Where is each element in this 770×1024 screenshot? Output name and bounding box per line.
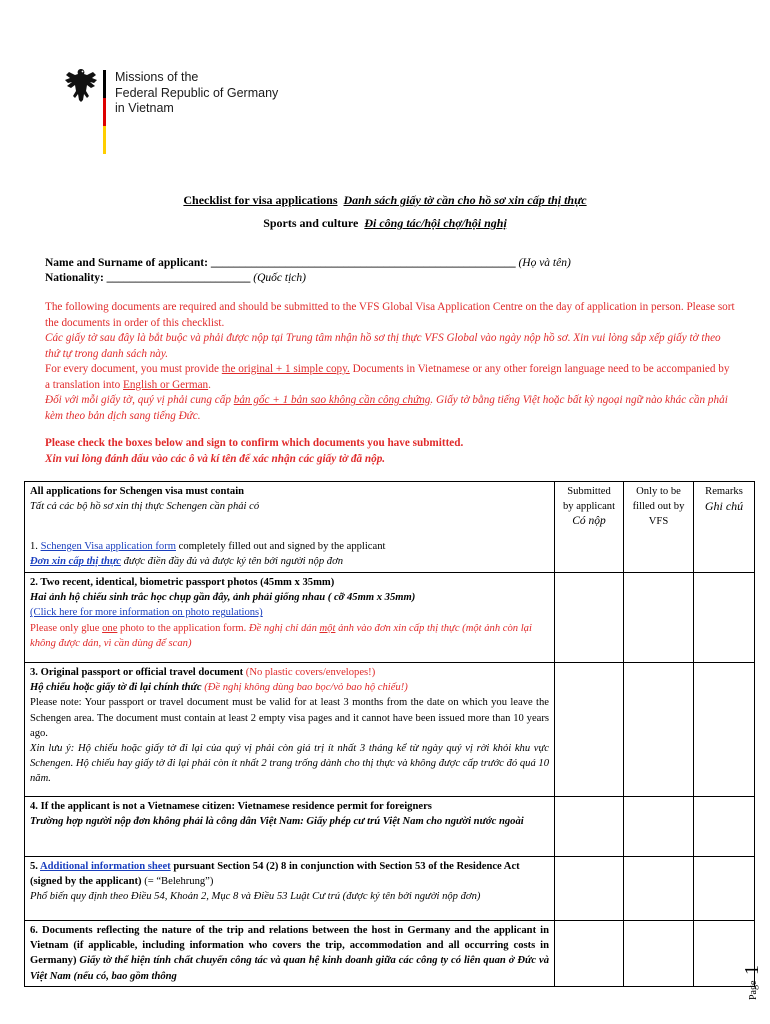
name-line: _____________________________________________________: [210, 257, 516, 269]
item-3: 3. Original passport or official travel document (No plastic covers/envelopes!) Hộ chiếu hoặc giấy tờ đi lại chính thức (Đề nghị không dùng bao bọc/vỏ bao hộ chiếu!) Please note: Your passport or travel document must be valid for at least 3 months from the date on which you leave the Schengen area. The document must contain at least 2 empty visa pages and it cannot have been issued more than 10 years ago. Xin lưu ý: Hộ chiếu hoặc giấy tờ đi lại của quý vị phải còn giá trị ít nhất 3 tháng kể từ ngày quý vị rời khỏi khu vực Schengen. Hộ chiếu hay giấy tờ đi lại phải còn ít nhất 2 trang trống dành cho thị thực và không được cấp trước đó quá 10 năm.: [25, 663, 555, 797]
federal-eagle-icon: [64, 66, 98, 106]
logo-text: [115, 70, 278, 117]
nationality-label: Nationality:: [45, 272, 104, 284]
checklist-title: [0, 193, 770, 208]
col-vfs-header: Only to be filled out by VFS: [624, 482, 694, 573]
additional-info-sheet-link[interactable]: Additional information sheet: [40, 861, 171, 872]
category-en: Sports and culture: [263, 216, 359, 230]
flag-stripe: [103, 126, 106, 154]
checkbox-submitted[interactable]: [555, 857, 624, 921]
logo-line-3: in Vietnam: [115, 101, 174, 115]
flag-stripe: [103, 70, 106, 98]
checkbox-vfs[interactable]: [624, 663, 694, 797]
page-number-value: 1: [741, 965, 763, 975]
category-vi: Đi công tác/hội chợ/hội nghị: [364, 216, 507, 230]
name-label-vi: (Họ và tên): [518, 257, 571, 269]
item-6: 6. Documents reflecting the nature of the trip and relations between the host in Germany and the applicant in Vietnam (if applicable, including information who covers the trip, accommodation and all occurring costs in Germany) Giấy tờ thể hiện tính chất chuyến công tác và quan hệ kinh doanh giữa các công ty có liên quan ở Đức và Việt Nam (nếu có, bao gồm thông: [25, 921, 555, 987]
checklist-table: [24, 481, 755, 987]
checkbox-vfs[interactable]: [624, 921, 694, 987]
checkbox-submitted[interactable]: [555, 573, 624, 663]
application-form-link[interactable]: Schengen Visa application form: [40, 540, 176, 552]
checkbox-vfs[interactable]: [624, 857, 694, 921]
confirm-en: Please check the boxes below and sign to confirm which documents you have submitted.: [45, 437, 464, 449]
name-field[interactable]: [45, 257, 571, 269]
checkbox-vfs[interactable]: [624, 797, 694, 857]
remarks-cell[interactable]: [694, 797, 755, 857]
remarks-cell[interactable]: [694, 663, 755, 797]
item-4: 4. If the applicant is not a Vietnamese citizen: Vietnamese residence permit for foreigners Trường hợp người nộp đơn không phải là công dân Việt Nam: Giấy phép cư trú Việt Nam cho người nước ngoài: [25, 797, 555, 857]
item-2: 2. Two recent, identical, biometric passport photos (45mm x 35mm) Hai ảnh hộ chiếu sinh trắc học chụp gần đây, ảnh phải giống nhau ( cỡ 45mm x 35mm) (Click here for more information on photo regulations) Please only glue one photo to the application form. Đề nghị chỉ dán một ảnh vào đơn xin cấp thị thực (một ảnh còn lại không được dán, vì cần dùng để scan): [25, 573, 555, 663]
remarks-cell[interactable]: [694, 573, 755, 663]
page-number: [738, 950, 770, 1000]
table-header-row: [25, 482, 755, 537]
item-1: 1. Schengen Visa application form completely filled out and signed by the applicant Đơn xin cấp thị thực được điền đầy đủ và được ký tên bởi người nộp đơn: [25, 537, 555, 573]
table-row: [25, 797, 755, 857]
mission-logo: [64, 66, 294, 156]
checkbox-vfs[interactable]: [624, 573, 694, 663]
instructions-p1: The following documents are required and should be submitted to the VFS Global Visa Application Centre on the day of application in person. Please sort the documents in order of this checklist.: [45, 301, 735, 329]
table-head-title: All applications for Schengen visa must contain Tất cả các bộ hồ sơ xin thị thực Schengen cần phải có: [25, 482, 555, 537]
logo-line-1: Missions of the: [115, 70, 199, 84]
name-label: Name and Surname of applicant:: [45, 257, 208, 269]
title-vi: Danh sách giấy tờ cần cho hồ sơ xin cấp thị thực: [343, 193, 587, 207]
nationality-field[interactable]: [45, 272, 306, 284]
table-row: [25, 857, 755, 921]
table-row: [25, 921, 755, 987]
nationality-line: _________________________: [106, 272, 251, 284]
col-submitted-header: Submitted by applicant Có nộp: [555, 482, 624, 573]
category-title: [0, 216, 770, 231]
instructions-p1-vi: Các giấy tờ sau đây là bắt buộc và phải được nộp tại Trung tâm nhận hồ sơ thị thực VFS Global vào ngày nộp hồ sơ. Xin vui lòng sắp xếp giấy tờ theo thứ tự trong danh sách này.: [45, 332, 721, 360]
instructions-p2-vi: Đối với mỗi giấy tờ, quý vị phải cung cấp bản gốc + 1 bản sao không cần công chứng. Giấy tờ bằng tiếng Việt hoặc bất kỳ ngoại ngữ nào khác cần phải kèm theo bản dịch sang tiếng Đức.: [45, 394, 728, 422]
german-flag-bar: [103, 70, 106, 154]
flag-stripe: [103, 98, 106, 126]
title-en: Checklist for visa applications: [183, 193, 338, 207]
confirm-vi: Xin vui lòng đánh dấu vào các ô và kí tên để xác nhận các giấy tờ đã nộp.: [45, 452, 386, 465]
checkbox-submitted[interactable]: [555, 797, 624, 857]
photo-regulations-link[interactable]: (Click here for more information on photo regulations): [30, 607, 263, 619]
instructions: [45, 300, 735, 424]
table-row: [25, 663, 755, 797]
logo-line-2: Federal Republic of Germany: [115, 85, 279, 100]
checkbox-submitted[interactable]: [555, 663, 624, 797]
table-row: [25, 573, 755, 663]
nationality-label-vi: (Quốc tịch): [253, 272, 306, 284]
instructions-p2: For every document, you must provide the original + 1 simple copy. Documents in Vietnamese or any other foreign language need to be accompanied by a translation into English or German.: [45, 363, 730, 391]
application-form-link-vi[interactable]: Đơn xin cấp thị thực: [30, 555, 121, 567]
checkbox-submitted[interactable]: [555, 921, 624, 987]
col-remarks-header: Remarks Ghi chú: [694, 482, 755, 573]
item-5: 5. Additional information sheet pursuant Section 54 (2) 8 in conjunction with Section 53 of the Residence Act (signed by the applicant) (= “Belehrung”) Phổ biến quy định theo Điều 54, Khoản 2, Mục 8 và Điều 53 Luật Cư trú (được ký tên bởi người nộp đơn): [25, 857, 555, 921]
remarks-cell[interactable]: [694, 857, 755, 921]
confirm-instructions: [45, 436, 735, 467]
page-label: Page: [748, 980, 759, 1000]
